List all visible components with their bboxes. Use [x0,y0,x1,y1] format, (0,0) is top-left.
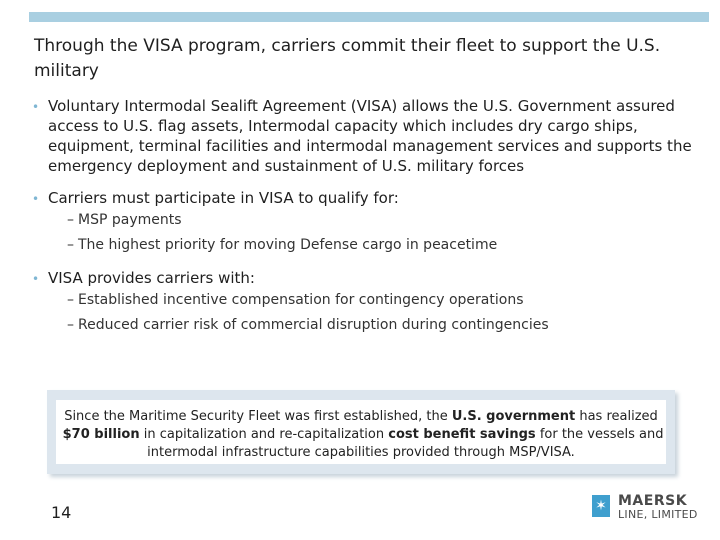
callout-bold-amount: $70 billion [62,427,140,442]
dash-icon: – [67,237,74,253]
callout-text [56,400,666,464]
bullet-visa-definition [31,96,701,176]
maersk-logo [592,493,712,523]
bullet-qualify [31,188,701,258]
callout-part: for the vessels and intermodal infrastructure capabilities provided through MSP/VISA. [147,427,664,460]
logo-line1: MAERSK [618,493,688,509]
callout-bold-us-government: U.S. government [451,409,576,424]
star-icon: ✶ [592,495,610,517]
slide-title: Through the VISA program, carriers commit their fleet to support the U.S. military [34,36,661,81]
bullet-text: Voluntary Intermodal Sealift Agreement (VISA) allows the U.S. Government assured access to U.S. flag assets, Intermodal capacity which includes dry cargo ships, equipment, terminal facilities and intermodal management services and supports the emergency deployment and sustainment of U.S. military forces [48,97,692,175]
callout-part: in capitalization and re-capitalization [139,427,389,442]
dash-icon: – [67,317,74,333]
sub-bullet-text: The highest priority for moving Defense cargo in peacetime [78,237,498,253]
bullet-list [31,96,701,348]
sub-bullet-text: MSP payments [78,212,182,228]
bullet-dot-icon: • [32,272,40,286]
sub-bullet [48,233,701,258]
dash-icon: – [67,212,74,228]
bullet-provides [31,268,701,338]
sub-bullet-text: Established incentive compensation for contingency operations [78,292,524,308]
top-accent-bar [29,12,709,22]
dash-icon: – [67,292,74,308]
bullet-dot-icon: • [32,100,40,114]
bullet-text: VISA provides carriers with: [48,269,255,287]
callout-bold-savings: cost benefit savings [388,427,536,442]
bullet-dot-icon: • [32,192,40,206]
sub-bullet-text: Reduced carrier risk of commercial disruption during contingencies [78,317,549,333]
sub-bullet [48,313,701,338]
page-number: 14 [51,503,72,522]
logo-line2: LINE, LIMITED [618,508,698,521]
sub-bullet [48,288,701,313]
sub-bullet [48,208,701,233]
bullet-text: Carriers must participate in VISA to qualify for: [48,189,399,207]
callout-part: has realized [575,409,658,424]
callout-box [47,390,675,474]
callout-part: Since the Maritime Security Fleet was first established, the [64,409,452,424]
